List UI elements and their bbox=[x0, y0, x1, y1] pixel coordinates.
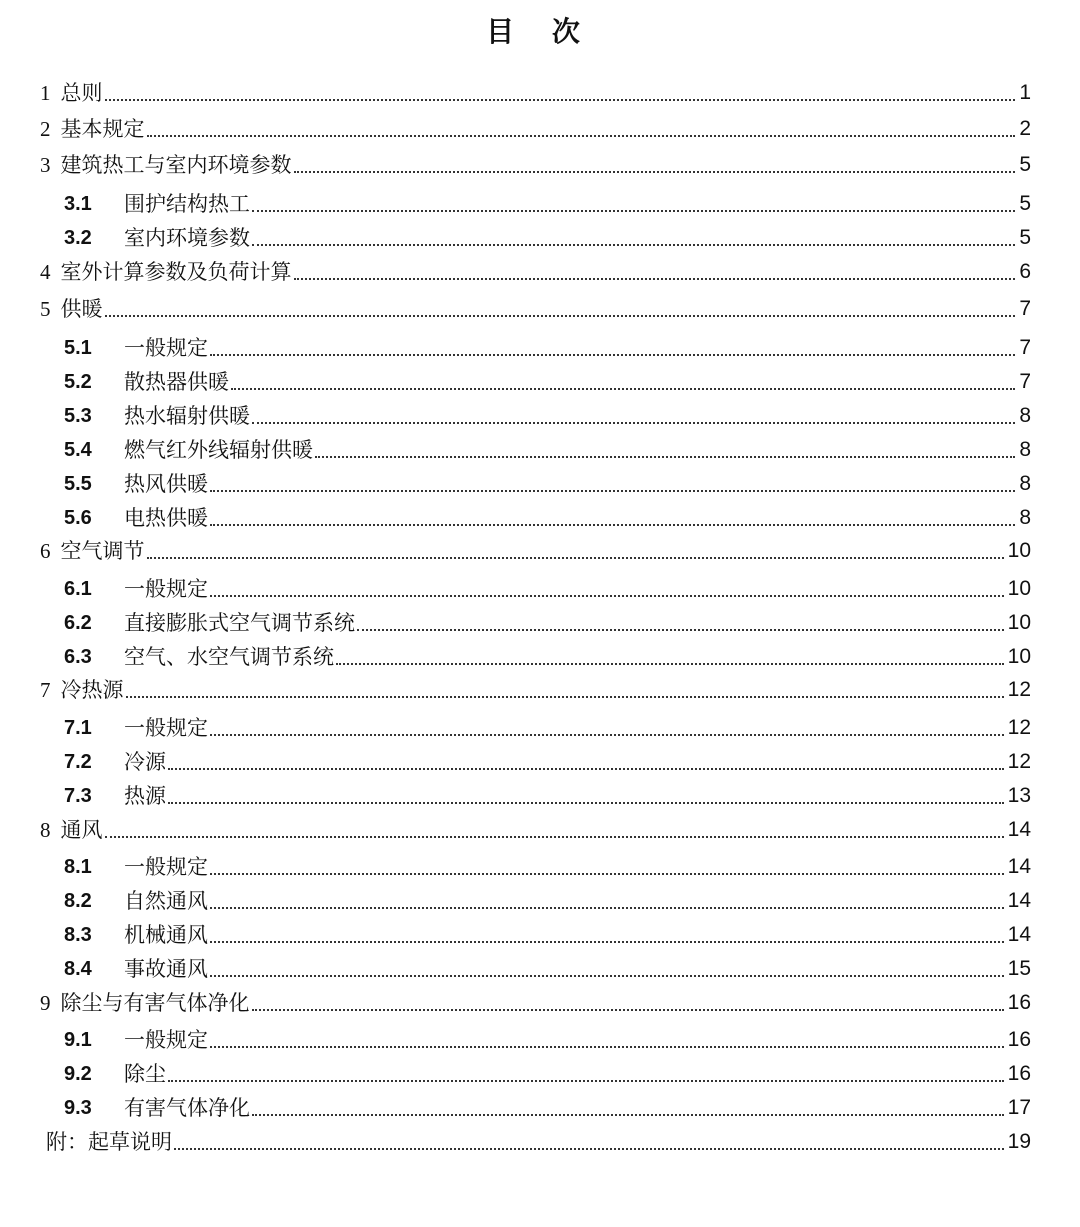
toc-entry-title: 有害气体净化 bbox=[124, 1096, 250, 1120]
toc-entry-number: 5.2 bbox=[64, 371, 92, 393]
toc-dot-leader bbox=[210, 734, 1004, 736]
toc-entry-number: 8.4 bbox=[64, 958, 92, 980]
toc-dot-leader bbox=[105, 836, 1004, 838]
toc-subsection-entry[interactable] bbox=[64, 365, 1031, 399]
toc-section-entry[interactable] bbox=[40, 673, 1031, 707]
toc-entry-number: 7.2 bbox=[64, 751, 92, 773]
toc-entry-title: 热水辐射供暖 bbox=[124, 404, 250, 428]
toc-page-number: 10 bbox=[1007, 539, 1031, 562]
toc-page-number: 8 bbox=[1019, 438, 1031, 461]
toc-subsection-entry[interactable] bbox=[64, 187, 1031, 221]
toc-entry-number: 8.3 bbox=[64, 924, 92, 946]
toc-section-entry[interactable] bbox=[40, 255, 1031, 289]
toc-subsection-entry[interactable] bbox=[64, 1023, 1031, 1057]
toc-subsection-entry[interactable] bbox=[64, 606, 1031, 640]
toc-dot-leader bbox=[252, 244, 1015, 246]
toc-entry-title: 一般规定 bbox=[124, 855, 208, 879]
toc-entry-number: 6 bbox=[40, 539, 51, 563]
toc-entry-number: 7.3 bbox=[64, 785, 92, 807]
toc-entry-number: 5.4 bbox=[64, 439, 92, 461]
toc-dot-leader bbox=[174, 1148, 1004, 1150]
toc-page-number: 8 bbox=[1019, 472, 1031, 495]
toc-subsection-entry[interactable] bbox=[64, 779, 1031, 813]
toc-entry-title: 空气、水空气调节系统 bbox=[124, 645, 334, 669]
toc-entry-title: 事故通风 bbox=[124, 957, 208, 981]
toc-entry-title: 室外计算参数及负荷计算 bbox=[60, 260, 292, 284]
toc-section-entry[interactable] bbox=[40, 76, 1031, 110]
toc-entry-title: 通风 bbox=[60, 818, 103, 842]
toc-entry-title: 散热器供暖 bbox=[124, 370, 229, 394]
toc-entry-number: 8.1 bbox=[64, 856, 92, 878]
toc-section-entry[interactable] bbox=[46, 1125, 1031, 1159]
toc-subsection-entry[interactable] bbox=[64, 745, 1031, 779]
toc-dot-leader bbox=[210, 354, 1015, 356]
toc-entry-title: 空气调节 bbox=[60, 539, 145, 563]
toc-entry-title: 冷热源 bbox=[60, 678, 124, 702]
toc-entry-title: 直接膨胀式空气调节系统 bbox=[124, 611, 355, 635]
toc-subsection-entry[interactable] bbox=[64, 711, 1031, 745]
toc-subsection-entry[interactable] bbox=[64, 221, 1031, 255]
toc-subsection-entry[interactable] bbox=[64, 331, 1031, 365]
toc-entry-title: 总则 bbox=[60, 81, 103, 105]
toc-page-number: 5 bbox=[1019, 192, 1031, 215]
toc-entry-title: 围护结构热工 bbox=[124, 192, 250, 216]
toc-entry-number: 5.3 bbox=[64, 405, 92, 427]
toc-subsection-entry[interactable] bbox=[64, 918, 1031, 952]
toc-entry-number: 3 bbox=[40, 153, 51, 177]
toc-subsection-entry[interactable] bbox=[64, 850, 1031, 884]
toc-subsection-entry[interactable] bbox=[64, 501, 1031, 535]
toc-entry-title: 燃气红外线辐射供暖 bbox=[124, 438, 313, 462]
toc-entry-title: 除尘与有害气体净化 bbox=[60, 991, 250, 1015]
toc-dot-leader bbox=[252, 1009, 1004, 1011]
toc-page-number: 14 bbox=[1007, 923, 1031, 946]
toc-dot-leader bbox=[105, 315, 1016, 317]
toc-page-number: 14 bbox=[1007, 818, 1031, 841]
toc-entry-title: 一般规定 bbox=[124, 336, 208, 360]
toc-dot-leader bbox=[210, 873, 1004, 875]
toc-entry-number: 9.2 bbox=[64, 1063, 92, 1085]
toc-page-number: 14 bbox=[1007, 855, 1031, 878]
toc-section-entry[interactable] bbox=[40, 292, 1031, 326]
toc-page-number: 5 bbox=[1019, 153, 1031, 176]
toc-dot-leader bbox=[252, 210, 1015, 212]
toc-entry-number: 6.2 bbox=[64, 612, 92, 634]
toc-page-number: 8 bbox=[1019, 506, 1031, 529]
toc-entry-title: 热风供暖 bbox=[124, 472, 208, 496]
toc-entry-number: 9.1 bbox=[64, 1029, 92, 1051]
toc-entry-title: 一般规定 bbox=[124, 1028, 208, 1052]
toc-dot-leader bbox=[210, 1046, 1004, 1048]
toc-dot-leader bbox=[147, 135, 1016, 137]
toc-dot-leader bbox=[210, 907, 1004, 909]
toc-dot-leader bbox=[294, 278, 1016, 280]
toc-page-number: 6 bbox=[1019, 260, 1031, 283]
toc-dot-leader bbox=[210, 595, 1004, 597]
toc-subsection-entry[interactable] bbox=[64, 884, 1031, 918]
toc-subsection-entry[interactable] bbox=[64, 399, 1031, 433]
toc-entry-title: 机械通风 bbox=[124, 923, 208, 947]
toc-page-number: 1 bbox=[1019, 81, 1031, 104]
toc-subsection-entry[interactable] bbox=[64, 467, 1031, 501]
toc-entry-number: 9 bbox=[40, 991, 51, 1015]
toc-subsection-entry[interactable] bbox=[64, 433, 1031, 467]
toc-page-number: 10 bbox=[1007, 645, 1031, 668]
toc-section-entry[interactable] bbox=[40, 986, 1031, 1020]
toc-entry-title: 自然通风 bbox=[124, 889, 208, 913]
toc-entry-number: 5.6 bbox=[64, 507, 92, 529]
toc-page-number: 16 bbox=[1007, 991, 1031, 1014]
toc-page-number: 7 bbox=[1019, 370, 1031, 393]
toc-section-entry[interactable] bbox=[40, 813, 1031, 847]
toc-dot-leader bbox=[168, 1080, 1004, 1082]
toc-section-entry[interactable] bbox=[40, 112, 1031, 146]
toc-page-number: 10 bbox=[1007, 577, 1031, 600]
toc-entry-number: 1 bbox=[40, 81, 51, 105]
toc-page-number: 14 bbox=[1007, 889, 1031, 912]
toc-dot-leader bbox=[210, 524, 1015, 526]
toc-page-number: 12 bbox=[1007, 678, 1031, 701]
toc-dot-leader bbox=[336, 663, 1004, 665]
toc-entry-title: 供暖 bbox=[60, 297, 103, 321]
toc-page-number: 10 bbox=[1007, 611, 1031, 634]
toc-subsection-entry[interactable] bbox=[64, 572, 1031, 606]
toc-subsection-entry[interactable] bbox=[64, 1091, 1031, 1125]
toc-entry-title: 一般规定 bbox=[124, 716, 208, 740]
toc-entry-number: 9.3 bbox=[64, 1097, 92, 1119]
toc-entry-number: 5.5 bbox=[64, 473, 92, 495]
toc-dot-leader bbox=[252, 422, 1015, 424]
toc-dot-leader bbox=[147, 557, 1004, 559]
toc-dot-leader bbox=[357, 629, 1004, 631]
toc-subsection-entry[interactable] bbox=[64, 640, 1031, 674]
toc-entry-number: 7.1 bbox=[64, 717, 92, 739]
toc-page-number: 15 bbox=[1007, 957, 1031, 980]
toc-entry-title: 电热供暖 bbox=[124, 506, 208, 530]
toc-page-number: 2 bbox=[1019, 117, 1031, 140]
toc-entry-number: 3.1 bbox=[64, 193, 92, 215]
page-title: 目 次 bbox=[486, 15, 594, 48]
toc-entry-number: 5 bbox=[40, 297, 51, 321]
toc-entry-title: 室内环境参数 bbox=[124, 226, 250, 250]
toc-dot-leader bbox=[210, 941, 1004, 943]
toc-subsection-entry[interactable] bbox=[64, 1057, 1031, 1091]
toc-dot-leader bbox=[231, 388, 1015, 390]
toc-page-number: 19 bbox=[1007, 1130, 1031, 1153]
toc-page-number: 17 bbox=[1007, 1096, 1031, 1119]
toc-entry-number: 3.2 bbox=[64, 227, 92, 249]
toc-entry-title: 基本规定 bbox=[60, 117, 145, 141]
toc-page-number: 7 bbox=[1019, 297, 1031, 320]
toc-page-number: 13 bbox=[1007, 784, 1031, 807]
toc-entry-title: 除尘 bbox=[124, 1062, 166, 1086]
toc-dot-leader bbox=[210, 975, 1004, 977]
toc-entry-number: 6.1 bbox=[64, 578, 92, 600]
toc-subsection-entry[interactable] bbox=[64, 952, 1031, 986]
toc-entry-number: 5.1 bbox=[64, 337, 92, 359]
toc-entry-title: 冷源 bbox=[124, 750, 166, 774]
toc-page-number: 16 bbox=[1007, 1062, 1031, 1085]
toc-entry-number: 7 bbox=[40, 678, 51, 702]
toc-section-entry[interactable] bbox=[40, 148, 1031, 182]
toc-dot-leader bbox=[126, 696, 1004, 698]
toc-entry-title: 附：起草说明 bbox=[46, 1130, 172, 1154]
toc-page-number: 5 bbox=[1019, 226, 1031, 249]
toc-entry-title: 一般规定 bbox=[124, 577, 208, 601]
toc-page-number: 7 bbox=[1019, 336, 1031, 359]
toc-entry-number: 2 bbox=[40, 117, 51, 141]
toc-page-number: 8 bbox=[1019, 404, 1031, 427]
toc-entry-number: 4 bbox=[40, 260, 51, 284]
toc-entry-number: 8.2 bbox=[64, 890, 92, 912]
toc-dot-leader bbox=[252, 1114, 1004, 1116]
toc-dot-leader bbox=[168, 802, 1004, 804]
toc-dot-leader bbox=[105, 99, 1016, 101]
toc-dot-leader bbox=[294, 171, 1016, 173]
toc-dot-leader bbox=[315, 456, 1015, 458]
toc-page-number: 12 bbox=[1007, 716, 1031, 739]
toc-page-number: 12 bbox=[1007, 750, 1031, 773]
toc-entry-number: 8 bbox=[40, 818, 51, 842]
toc-dot-leader bbox=[210, 490, 1015, 492]
toc-page-number: 16 bbox=[1007, 1028, 1031, 1051]
toc-entry-title: 热源 bbox=[124, 784, 166, 808]
toc-dot-leader bbox=[168, 768, 1004, 770]
toc-section-entry[interactable] bbox=[40, 534, 1031, 568]
toc-entry-number: 6.3 bbox=[64, 646, 92, 668]
toc-entry-title: 建筑热工与室内环境参数 bbox=[60, 153, 292, 177]
